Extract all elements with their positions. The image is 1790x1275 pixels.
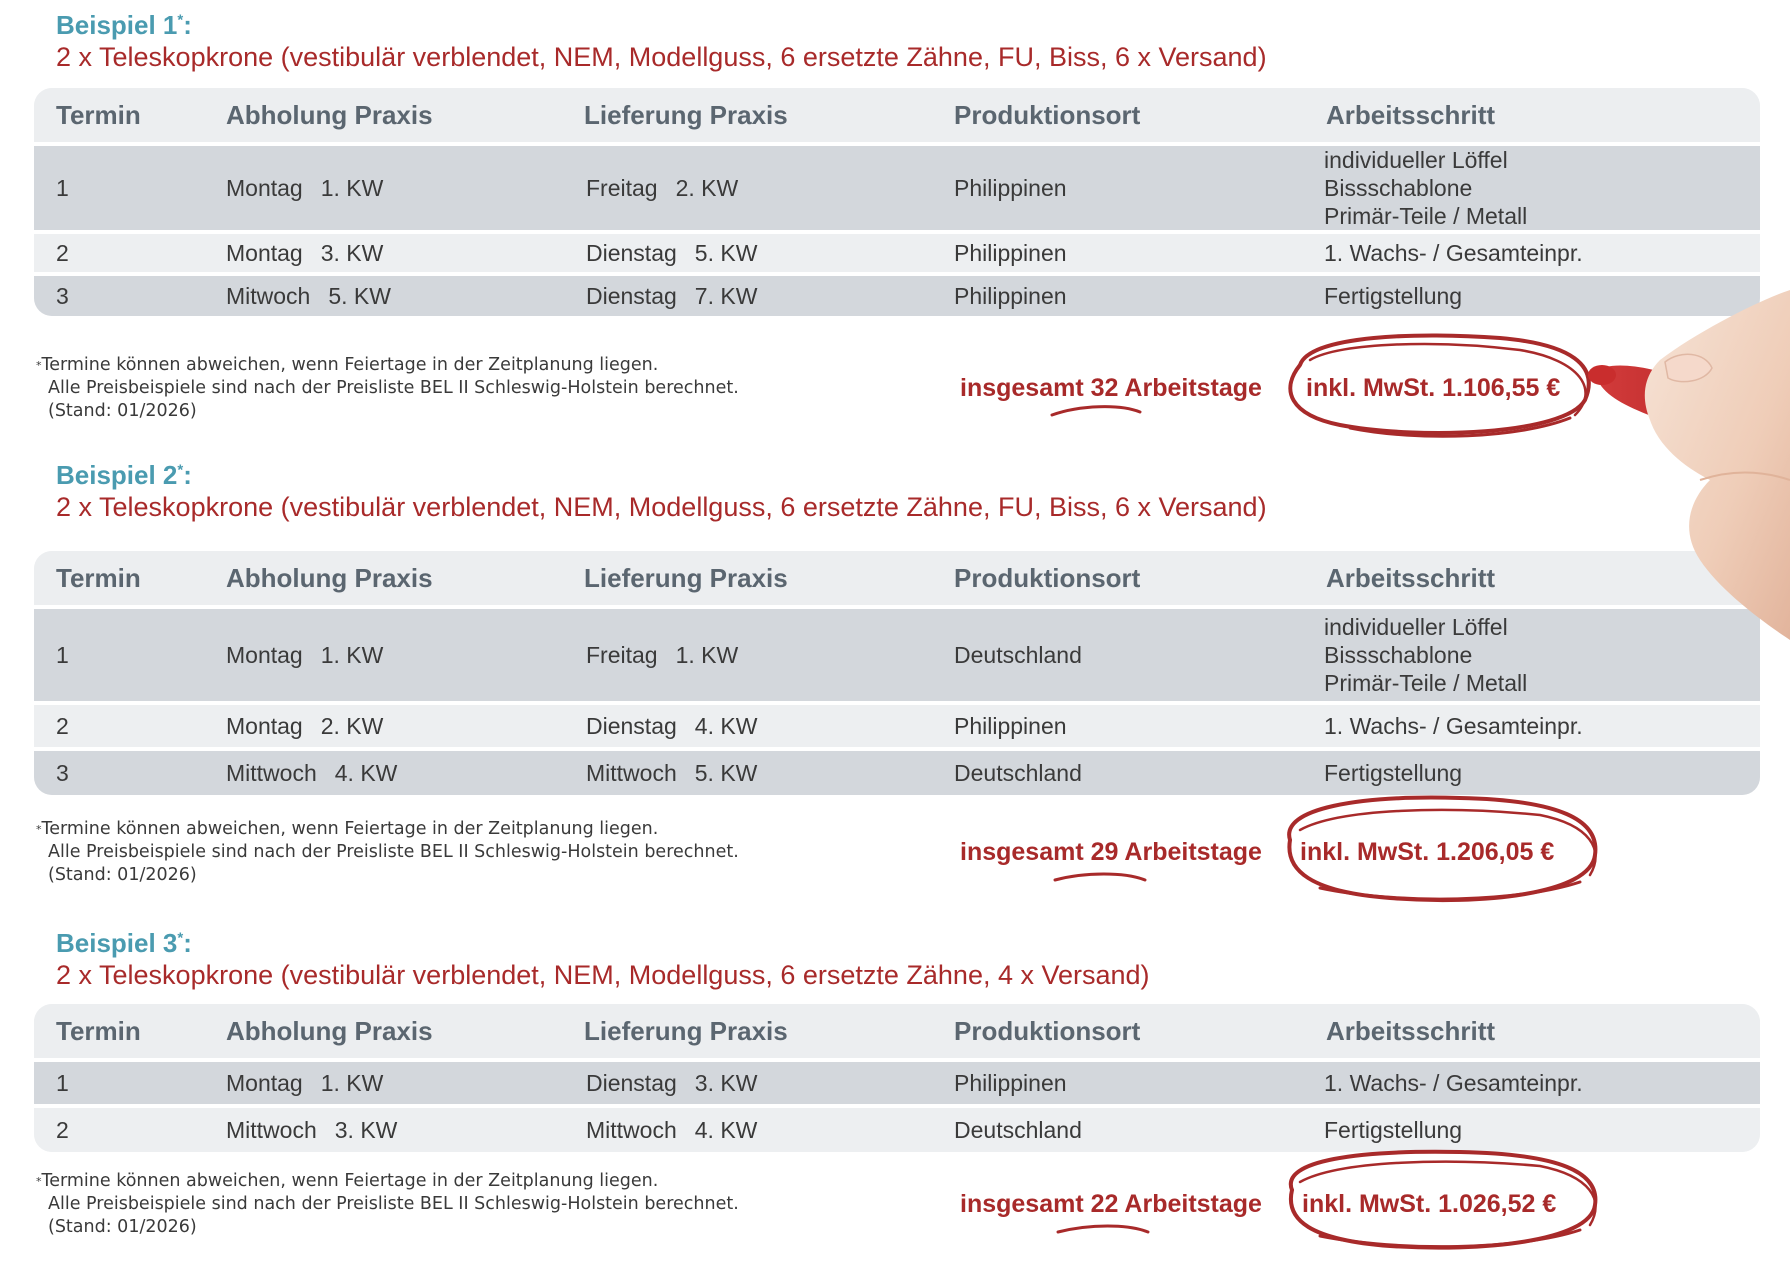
day: Montag xyxy=(226,712,303,739)
termin-cell: 3 xyxy=(56,759,69,786)
total-workdays: insgesamt 29 Arbeitstage xyxy=(960,838,1262,866)
day: Mittwoch xyxy=(226,759,317,786)
day: Montag xyxy=(226,641,303,668)
schritt-line: individueller Löffel xyxy=(1324,147,1508,173)
header-produktionsort: Produktionsort xyxy=(954,562,1141,593)
total-workdays: insgesamt 22 Arbeitstage xyxy=(960,1190,1262,1218)
ort-cell: Philippinen xyxy=(954,239,1067,266)
week: 4. KW xyxy=(334,759,398,786)
total-workdays: insgesamt 32 Arbeitstage xyxy=(960,374,1262,402)
ort-cell: Philippinen xyxy=(954,174,1067,201)
ort-cell: Deutschland xyxy=(954,641,1082,668)
hand-with-marker-image xyxy=(1588,290,1790,640)
week: 1. KW xyxy=(675,641,739,668)
schritt-line: Bissschablone xyxy=(1324,642,1473,668)
header-termin: Termin xyxy=(56,1015,141,1046)
header-produktionsort: Produktionsort xyxy=(954,99,1141,130)
footnote-line: Termine können abweichen, wenn Feiertage in der Zeitplanung liegen. xyxy=(41,819,659,839)
termin-cell: 2 xyxy=(56,1116,69,1143)
example-title: Beispiel 1*: xyxy=(56,10,192,40)
footnote-star: * xyxy=(36,1175,42,1188)
ort-cell: Philippinen xyxy=(954,712,1067,739)
ort-cell: Philippinen xyxy=(954,1069,1067,1096)
termin-cell: 1 xyxy=(56,174,69,201)
header-termin: Termin xyxy=(56,99,141,130)
schritt-line: Bissschablone xyxy=(1324,175,1473,201)
price-total: inkl. MwSt. 1.206,05 € xyxy=(1300,838,1555,866)
price-circle-3 xyxy=(1291,1152,1596,1248)
week: 1. KW xyxy=(320,1069,384,1096)
week: 3. KW xyxy=(694,1069,758,1096)
underline-swoosh-2 xyxy=(1055,874,1145,880)
termin-cell: 3 xyxy=(56,282,69,309)
week: 5. KW xyxy=(328,282,391,309)
header-lieferung: Lieferung Praxis xyxy=(584,1015,788,1046)
footnote-line: Termine können abweichen, wenn Feiertage in der Zeitplanung liegen. xyxy=(41,1171,659,1191)
termin-cell: 1 xyxy=(56,641,69,668)
day: Mittwoch xyxy=(586,759,677,786)
week: 7. KW xyxy=(694,282,758,309)
schritt-cell: Fertigstellung xyxy=(1324,1116,1463,1143)
header-abholung: Abholung Praxis xyxy=(226,562,433,593)
schritt-cell: 1. Wachs- / Gesamteinpr. xyxy=(1324,1069,1583,1096)
example-subtitle: 2 x Teleskopkrone (vestibulär verblendet, NEM, Modellguss, 6 ersetzte Zähne, FU, Biss, 6 x Versand) xyxy=(56,42,1267,72)
footnote-line: (Stand: 01/2026) xyxy=(48,401,197,421)
day: Montag xyxy=(226,239,303,266)
week: 4. KW xyxy=(694,712,758,739)
ort-cell: Philippinen xyxy=(954,282,1067,309)
day: Mittwoch xyxy=(586,1116,677,1143)
schritt-cell: Fertigstellung xyxy=(1324,282,1463,309)
footnote-line: Termine können abweichen, wenn Feiertage in der Zeitplanung liegen. xyxy=(41,355,659,375)
day: Montag xyxy=(226,174,303,201)
schritt-line: Primär-Teile / Metall xyxy=(1324,670,1528,696)
schritt-line: Primär-Teile / Metall xyxy=(1324,203,1528,229)
example-title: Beispiel 2*: xyxy=(56,460,192,490)
day: Montag xyxy=(226,1069,303,1096)
ort-cell: Deutschland xyxy=(954,759,1082,786)
header-lieferung: Lieferung Praxis xyxy=(584,99,788,130)
header-arbeitsschritt: Arbeitsschritt xyxy=(1326,1015,1496,1046)
header-abholung: Abholung Praxis xyxy=(226,1015,433,1046)
footnote-line: Alle Preisbeispiele sind nach der Preisliste BEL II Schleswig-Holstein berechnet. xyxy=(48,378,739,398)
header-abholung: Abholung Praxis xyxy=(226,99,433,130)
week: 5. KW xyxy=(694,239,758,266)
week: 2. KW xyxy=(675,174,739,201)
schritt-cell: 1. Wachs- / Gesamteinpr. xyxy=(1324,239,1583,266)
price-circle-1 xyxy=(1290,335,1588,436)
day: Dienstag xyxy=(586,282,677,309)
ort-cell: Deutschland xyxy=(954,1116,1082,1143)
header-lieferung: Lieferung Praxis xyxy=(584,562,788,593)
price-total: inkl. MwSt. 1.106,55 € xyxy=(1306,374,1561,402)
underline-swoosh-1 xyxy=(1052,407,1140,415)
termin-cell: 1 xyxy=(56,1069,69,1096)
termin-cell: 2 xyxy=(56,239,69,266)
header-termin: Termin xyxy=(56,562,141,593)
schritt-line: individueller Löffel xyxy=(1324,614,1508,640)
footnote-line: Alle Preisbeispiele sind nach der Preisliste BEL II Schleswig-Holstein berechnet. xyxy=(48,1194,739,1214)
week: 1. KW xyxy=(320,641,384,668)
schritt-cell: 1. Wachs- / Gesamteinpr. xyxy=(1324,712,1583,739)
day: Freitag xyxy=(586,641,658,668)
footnote-line: (Stand: 01/2026) xyxy=(48,1217,197,1237)
example-title: Beispiel 3*: xyxy=(56,928,192,958)
schritt-cell: Fertigstellung xyxy=(1324,759,1463,786)
week: 4. KW xyxy=(694,1116,758,1143)
header-produktionsort: Produktionsort xyxy=(954,1015,1141,1046)
day: Dienstag xyxy=(586,239,677,266)
example-subtitle: 2 x Teleskopkrone (vestibulär verblendet, NEM, Modellguss, 6 ersetzte Zähne, FU, Biss, 6 x Versand) xyxy=(56,492,1267,522)
termin-cell: 2 xyxy=(56,712,69,739)
week: 5. KW xyxy=(694,759,758,786)
footnote-star: * xyxy=(36,359,42,372)
price-circle-2 xyxy=(1289,798,1595,900)
day: Freitag xyxy=(586,174,658,201)
day: Dienstag xyxy=(586,712,677,739)
week: 1. KW xyxy=(320,174,384,201)
week: 3. KW xyxy=(320,239,384,266)
day: Mitwoch xyxy=(226,282,311,309)
footnote-star: * xyxy=(36,823,42,836)
underline-swoosh-3 xyxy=(1058,1226,1148,1232)
day: Dienstag xyxy=(586,1069,677,1096)
header-arbeitsschritt: Arbeitsschritt xyxy=(1326,562,1496,593)
day: Mittwoch xyxy=(226,1116,317,1143)
example-subtitle: 2 x Teleskopkrone (vestibulär verblendet, NEM, Modellguss, 6 ersetzte Zähne, 4 x Versand) xyxy=(56,960,1150,990)
footnote-line: (Stand: 01/2026) xyxy=(48,865,197,885)
header-arbeitsschritt: Arbeitsschritt xyxy=(1326,99,1496,130)
week: 2. KW xyxy=(320,712,384,739)
footnote-line: Alle Preisbeispiele sind nach der Preisliste BEL II Schleswig-Holstein berechnet. xyxy=(48,842,739,862)
price-total: inkl. MwSt. 1.026,52 € xyxy=(1302,1190,1557,1218)
week: 3. KW xyxy=(334,1116,398,1143)
